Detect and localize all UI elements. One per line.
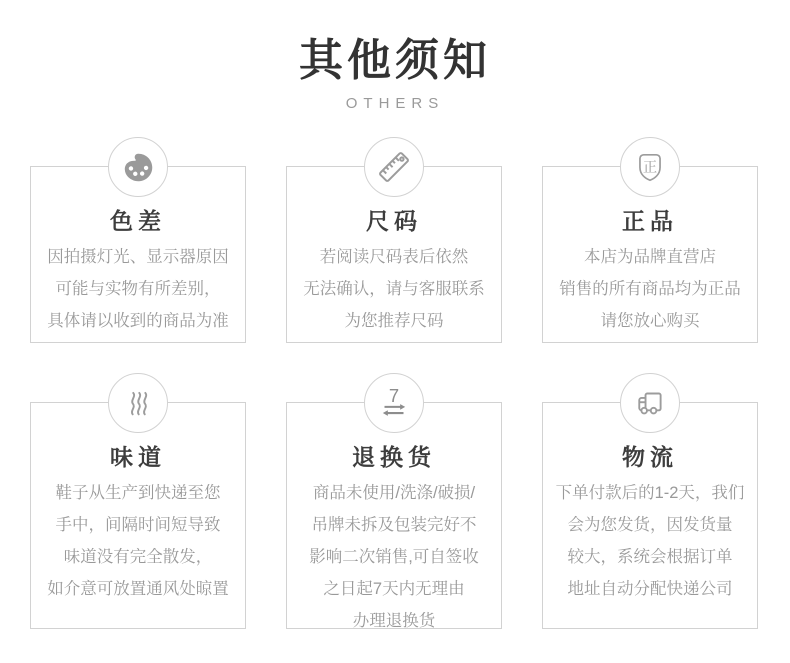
- card-title: 味道: [110, 444, 166, 470]
- body-line: 之日起7天内无理由: [323, 580, 465, 598]
- card-size: [286, 166, 502, 343]
- truck-icon: [631, 384, 669, 422]
- icon-badge: [620, 137, 680, 197]
- icon-badge: [364, 373, 424, 433]
- card-authentic: [542, 160, 758, 343]
- body-line: 可能与实物有所差别，: [55, 280, 221, 298]
- icon-badge: [108, 137, 168, 197]
- card-smell: [30, 402, 246, 629]
- body-line: 味道没有完全散发，: [63, 548, 213, 566]
- body-line: 无法确认，请与客服联系: [303, 280, 485, 298]
- body-line: 手中，间隔时间短导致: [55, 516, 221, 534]
- card-title: 尺码: [366, 208, 422, 234]
- card-returns: [286, 384, 502, 630]
- body-line: 商品未使用/洗涤/破损/: [312, 484, 476, 502]
- body-line: 影响二次销售,可自签收: [309, 548, 479, 566]
- body-line: 较大，系统会根据订单: [567, 548, 733, 566]
- card-body: [31, 477, 245, 605]
- icon-badge: [364, 137, 424, 197]
- body-line: 具体请以收到的商品为准: [47, 312, 229, 330]
- authentic-shield-icon: [632, 149, 668, 185]
- body-line: 下单付款后的1-2天，我们: [555, 484, 745, 502]
- steam-icon: [120, 385, 156, 421]
- body-line: 为您推荐尺码: [344, 312, 444, 330]
- card-title: 退换货: [352, 444, 436, 470]
- icon-badge: [620, 373, 680, 433]
- body-line: 吊牌未拆及包装完好不: [311, 516, 477, 534]
- card-logistics: [542, 402, 758, 629]
- card-body: [287, 477, 501, 637]
- card-color-difference: [30, 166, 246, 343]
- card-body: [31, 241, 245, 337]
- body-line: 销售的所有商品均为正品: [559, 280, 741, 298]
- body-line: 如介意可放置通风处晾置: [47, 580, 229, 598]
- svg-text:正: 正: [642, 160, 658, 177]
- svg-text:7: 7: [388, 384, 400, 406]
- notice-card-grid: [30, 160, 758, 630]
- card-title: 物流: [622, 444, 678, 470]
- body-line: 请您放心购买: [600, 312, 700, 330]
- card-body: [287, 241, 501, 337]
- section-header: [0, 0, 790, 113]
- card-body: [543, 477, 757, 605]
- body-line: 若阅读尺码表后依然: [319, 248, 469, 266]
- page-title: 其他须知: [299, 36, 491, 85]
- body-line: 鞋子从生产到快递至您: [55, 484, 221, 502]
- palette-icon: [122, 151, 155, 184]
- page-subtitle: OTHERS: [345, 95, 445, 112]
- card-title: 色差: [110, 208, 166, 234]
- body-line: 地址自动分配快递公司: [567, 580, 733, 598]
- body-line: 会为您发货，因发货量: [567, 516, 733, 534]
- seven-day-exchange-icon: [375, 384, 413, 422]
- card-body: [543, 241, 757, 337]
- icon-badge: [108, 373, 168, 433]
- body-line: 办理退换货: [352, 612, 436, 630]
- card-title: 正品: [622, 208, 678, 234]
- body-line: 本店为品牌直营店: [584, 248, 716, 266]
- body-line: 因拍摄灯光、显示器原因: [47, 248, 229, 266]
- ruler-icon: [375, 148, 413, 186]
